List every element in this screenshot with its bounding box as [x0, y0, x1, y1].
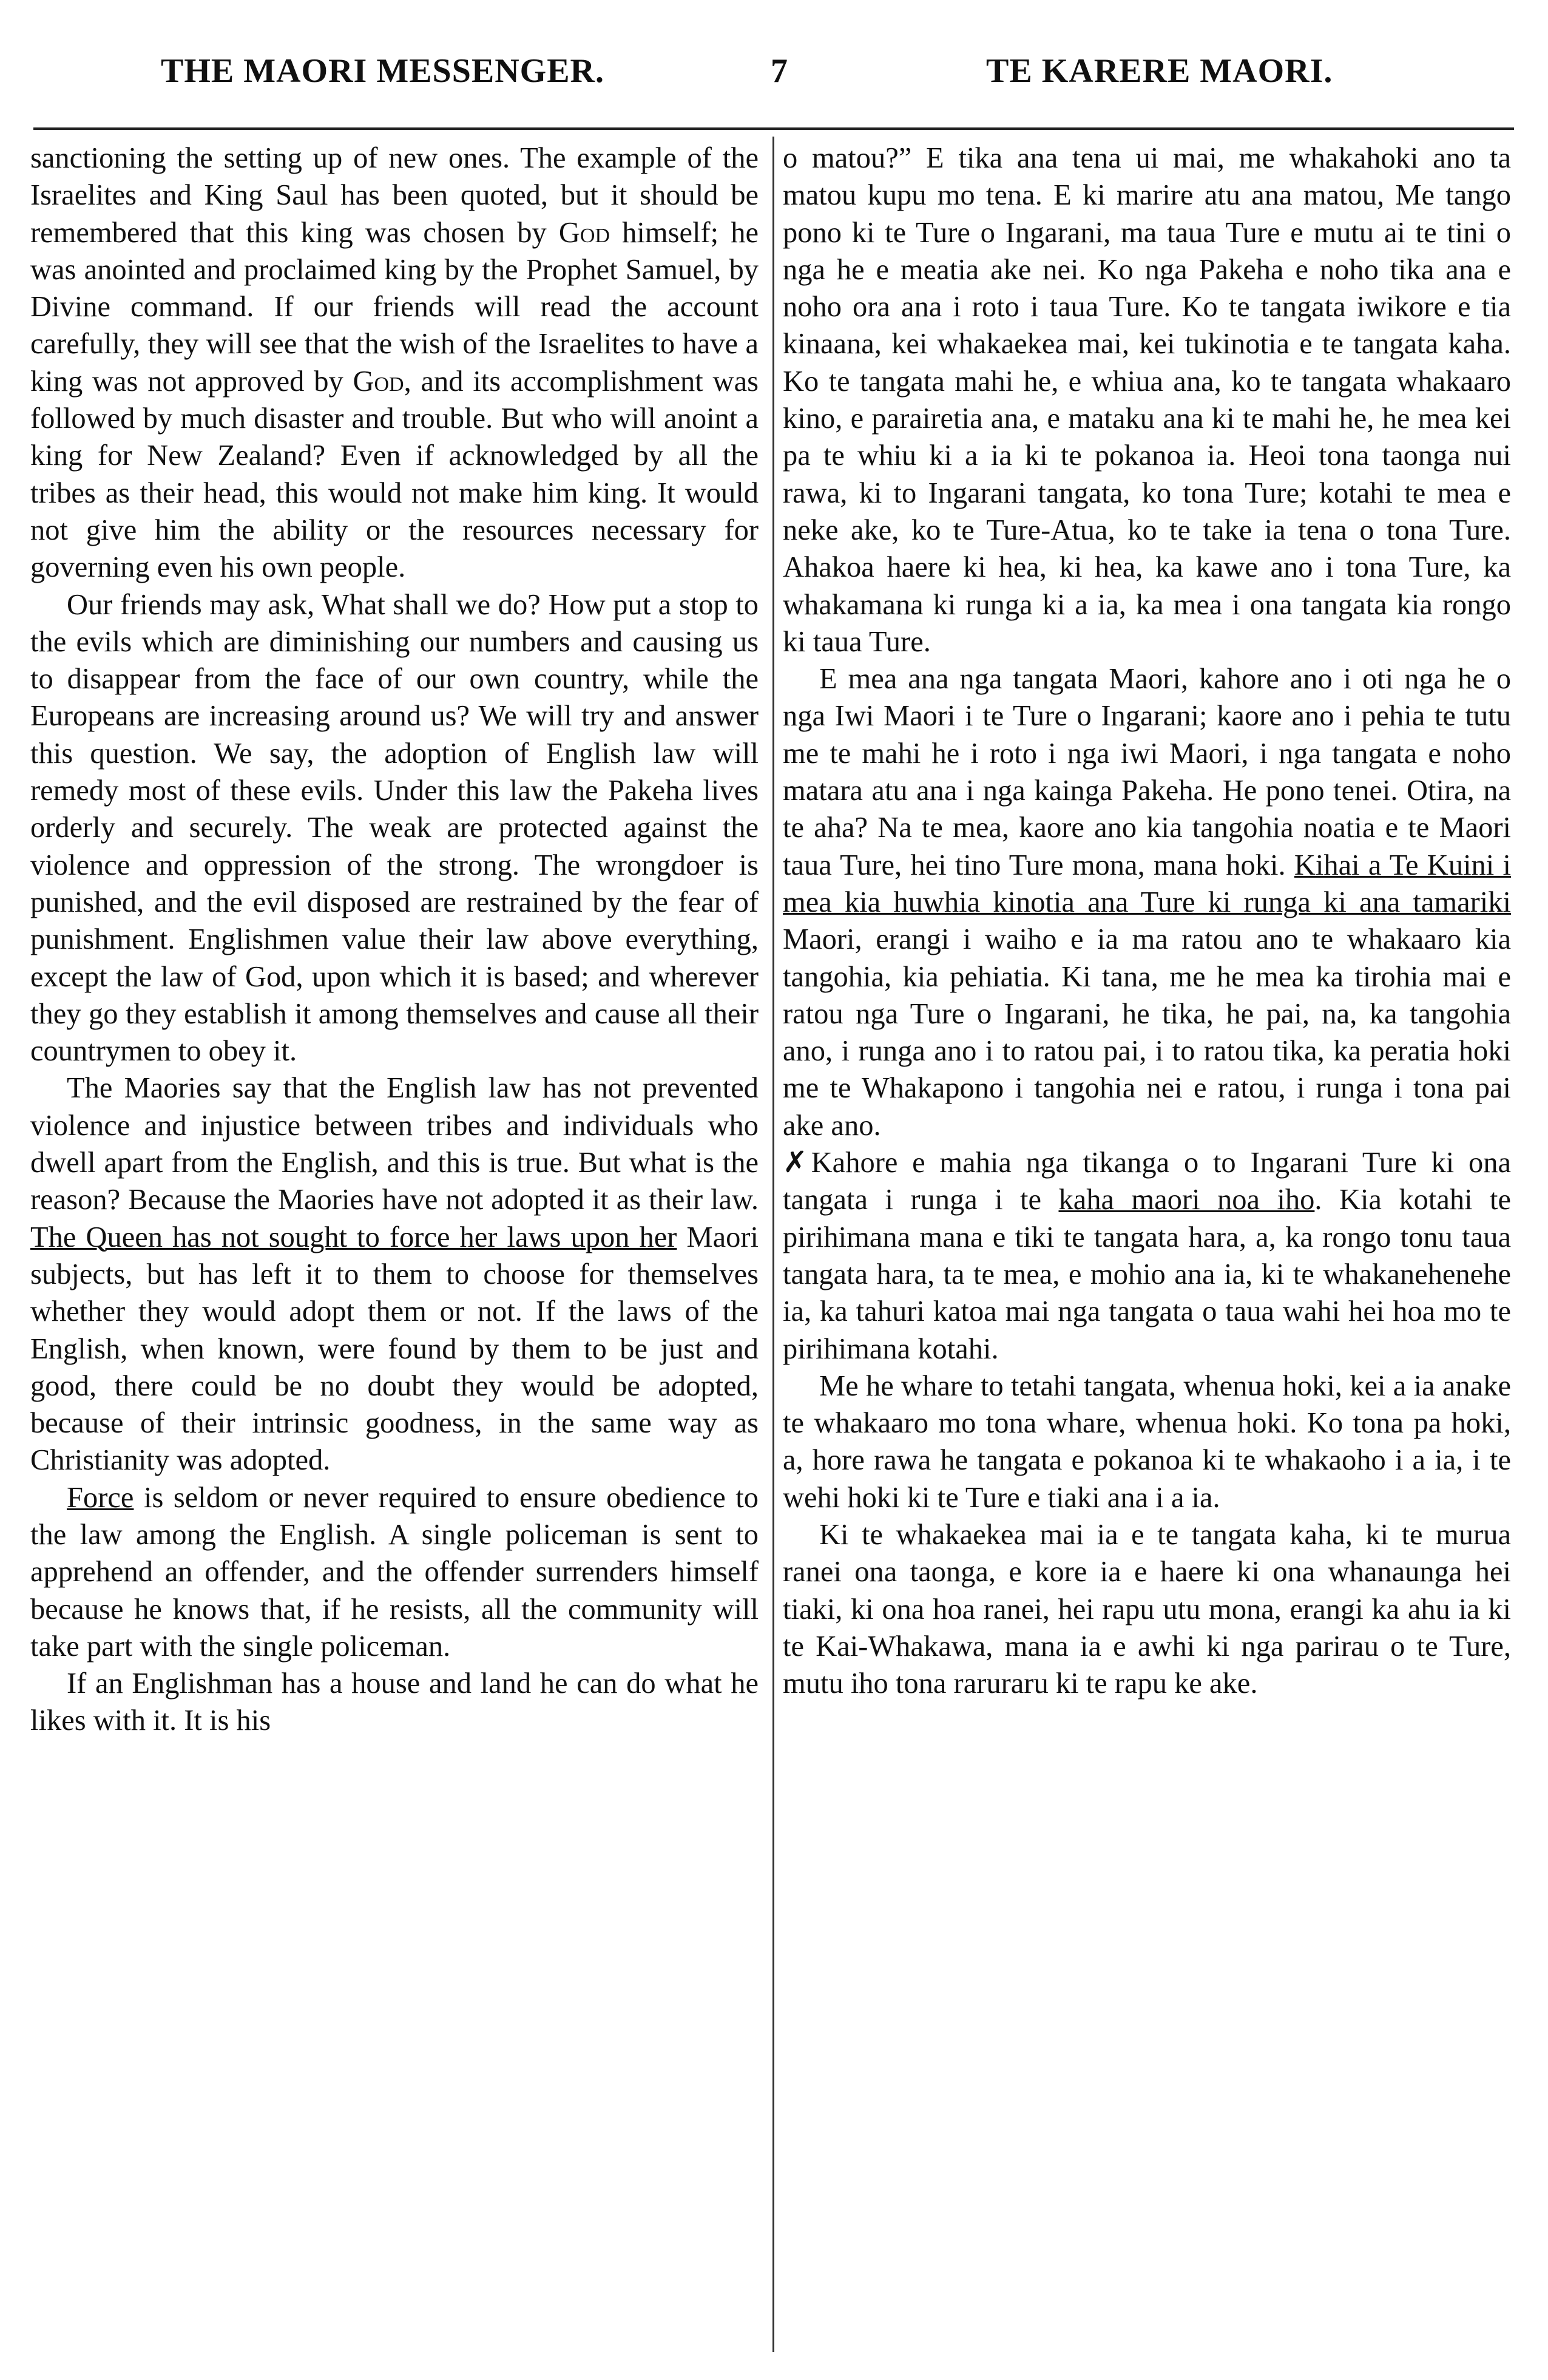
- english-paragraph-2: Our friends may ask, What shall we do? How put a stop to the evils which are diminishing our numbers and causing us to disappear from the face of our own country, while the Europeans are increasing around us? We will try and answer this question. We say, the adoption of English law will remedy most of these evils. Under this law the Pakeha lives orderly and securely. The weak are protected against the violence and oppression of the strong. The wrongdoer is punished, and the evil disposed are restrained by the fear of punishment. Englishmen value their law above everything, except the law of God, upon which it is based; and wherever they go they establish it among themselves and cause all their countrymen to obey it.: [30, 588, 759, 1068]
- page-header: [33, 52, 1514, 106]
- maori-title: TE KARERE MAORI.: [986, 52, 1333, 90]
- english-paragraph-5: If an Englishman has a house and land he can do what he likes with it. It is his: [30, 1667, 759, 1737]
- maori-paragraph-3: ✗ Kahore e mahia nga tikanga o to Ingarani Ture ki ona tangata i runga i te kaha maori noa iho. Kia kotahi te pirihimana mana e tiki te tangata hara, a, ka rongo tonu taua tangata hara, ta te mea, e mohio ana ia, ki te whakanehenehe ia, ka tahuri katoa mai nga tangata o taua wahi hei hoa mo te pirihimana kotahi.: [783, 1145, 1511, 1365]
- underlined-passage: Kihai a Te Kuini i mea kia huwhia kinotia ana Ture ki runga ki ana tamariki: [783, 849, 1511, 918]
- english-paragraph-1: sanctioning the setting up of new ones. The example of the Israelites and King Saul has been quoted, but it should be remembered that this king was chosen by God himself; he was anointed and proclaimed king by the Prophet Samuel, by Divine command. If our friends will read the account carefully, they will see that the wish of the Israelites to have a king was not approved by God, and its accomplishment was followed by much disaster and trouble. But who will anoint a king for New Zealand? Even if acknowledged by all the tribes as their head, this would not make him king. It would not give him the ability or the resources necessary for governing even his own people.: [30, 142, 759, 584]
- underlined-passage: kaha maori noa iho: [1058, 1184, 1315, 1216]
- handwritten-cross-mark: ✗: [783, 1145, 808, 1180]
- underlined-word: Force: [67, 1481, 134, 1514]
- page-number: 7: [771, 52, 788, 90]
- underlined-passage: The Queen has not sought to force her laws upon her: [30, 1221, 677, 1253]
- maori-paragraph-1: o matou?” E tika ana tena ui mai, me whakahoki ano ta matou kupu mo tena. E ki marire atu ana matou, Me tango pono ki te Ture o Ingarani, ma taua Ture e mutu ai te tini o nga he e meatia ake nei. Ko nga Pakeha e noho tika ana e noho ora ana i roto i taua Ture. Ko te tangata iwikore e tia kinaana, kei whakaekea mai, kei tukinotia e te tangata kaha. Ko te tangata mahi he, e whiua ana, ko te tangata whakaaro kino, e parairetia ana, e mataku ana ki te mahi he, he mea kei pa te whiu ki a ia ki te pokanoa ia. Heoi tona taonga nui rawa, ki to Ingarani tangata, ko tona Ture; kotahi te mea e neke ake, ko te Ture-Atua, ko te take ia tena o tona Ture. Ahakoa haere ki hea, ki hea, ka kawe ano i tona Ture, ka whakamana ki runga ki a ia, ka mea i ona tangata kia rongo ki taua Ture.: [783, 142, 1511, 658]
- maori-paragraph-2: E mea ana nga tangata Maori, kahore ano i oti nga he o nga Iwi Maori i te Ture o Ingarani; kaore ano i pehia te tutu me te mahi he i roto i nga iwi Maori, i nga tangata e noho matara atu ana i nga kainga Pakeha. He pono tenei. Otira, na te aha? Na te mea, kaore ano kia tangohia noatia e te Maori taua Ture, hei tino Ture mona, mana hoki. Kihai a Te Kuini i mea kia huwhia kinotia ana Ture ki runga ki ana tamariki Maori, erangi i waiho e ia ma ratou ano te whakaaro kia tangohia, kia pehiatia. Ki tana, me he mea ka tirohia mai e ratou nga Ture o Ingarani, he tika, he pai, na, ka tangohia ano, i runga ano i to ratou pai, i to ratou tika, ka peratia hoki me te Whakapono i tangohia nei e ratou, i runga i tona pai ake ano.: [783, 663, 1511, 1142]
- maori-column: [783, 140, 1511, 1702]
- god-word: God: [558, 216, 610, 249]
- english-paragraph-4: Force is seldom or never required to ensure obedience to the law among the English. A single policeman is sent to apprehend an offender, and the offender surrenders himself because he knows that, if he resists, all the community will take part with the single policeman.: [30, 1481, 759, 1663]
- english-title: THE MAORI MESSENGER.: [161, 52, 604, 90]
- english-paragraph-3: The Maories say that the English law has not prevented violence and injustice between tribes and individuals who dwell apart from the English, and this is true. But what is the reason? Because the Maories have not adopted it as their law. The Queen has not sought to force her laws upon her Maori subjects, but has left it to them to choose for themselves whether they would adopt them or not. If the laws of the English, when known, were found by them to be just and good, there could be no doubt they would be adopted, because of their intrinsic goodness, in the same way as Christianity was adopted.: [30, 1072, 759, 1477]
- column-divider: [772, 137, 774, 2352]
- english-column: [30, 140, 759, 1740]
- maori-paragraph-4: Me he whare to tetahi tangata, whenua hoki, kei a ia anake te whakaaro mo tona whare, whenua hoki. Ko tona pa hoki, a, hore rawa he tangata e pokanoa ki te whakaoho i a ia, i te wehi hoki ki te Ture e tiaki ana i a ia.: [783, 1369, 1511, 1514]
- god-word: God: [353, 365, 404, 398]
- maori-paragraph-5: Ki te whakaekea mai ia e te tangata kaha, ki te murua ranei ona taonga, e kore ia e haere ki ona whanaunga hei tiaki, ki ona hoa ranei, hei rapu utu mona, erangi ka ahu ia ki te Kai-Whakawa, mana ia e awhi ki nga parirau o te Ture, mutu iho tona raruraru ki te rapu ke ake.: [783, 1518, 1511, 1700]
- header-rule: [33, 127, 1514, 130]
